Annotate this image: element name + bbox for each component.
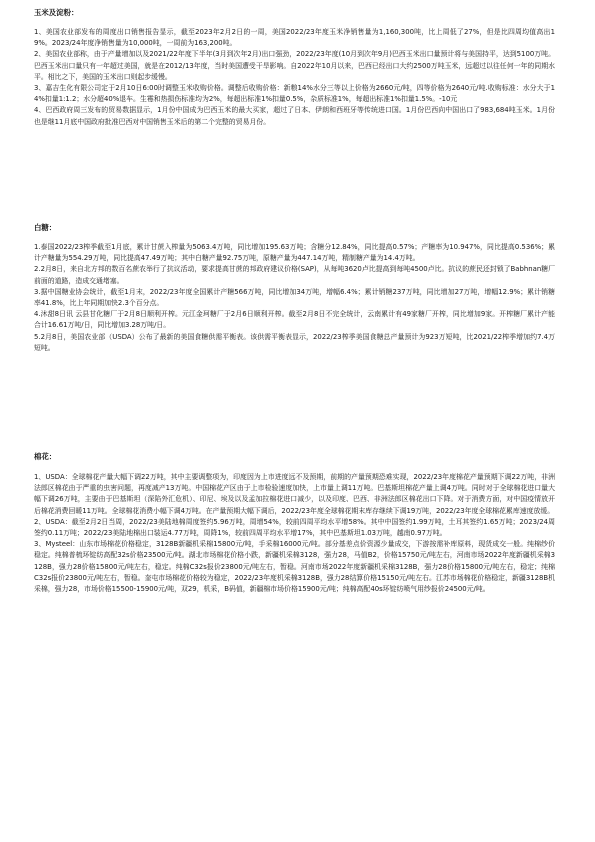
corn-paragraph-4: 4、巴西政府周三发布的贸易数据显示，1月份中国成为巴西玉米的最大买家，超过了日本、伊朗和西班牙等传统进口国。1月份巴西向中国出口了983,684吨玉米。1月份也是继11月底中国政府批准巴西对中国销售玉米后的第二个完整的贸易月份。 <box>34 106 555 126</box>
cotton-section <box>34 452 555 595</box>
sugar-paragraph-4: 4.沐甜8日讯 云县甘化糖厂于2月8日顺利开榨。元江金珂糖厂于2月6日顺利开榨。截至2月8日不完全统计，云南累计有49家糖厂开榨，同比增加9家。开榨糖厂累计产能合计16.61万吨/日，同比增加3.28万吨/日。 <box>34 310 555 330</box>
corn-paragraph-1: 1、美国农业部发布的周度出口销售报告显示，截至2023年2月2日的一周，美国2022/23年度玉米净销售量为1,160,300吨，比上周低了27%，但是比四周均值高出19%。2023/24年度净销售量为10,000吨，一周前为163,200吨。 <box>34 28 555 48</box>
corn-section-title: 玉米及淀粉： <box>34 8 79 17</box>
sugar-section-title: 白糖： <box>34 223 57 232</box>
corn-paragraph-2: 2、美国农业部称，由于产量增加以及2021/22年度下半年(3月到次年2月)出口强劲，2022/23年度(10月到次年9月)巴西玉米出口量预计将与美国持平，达到5100万吨。巴西玉米出口量只有一年超过美国，就是在2012/13年度，当时美国遭受干旱影响。自2022年10月以来，巴西已经出口大约2500万吨玉米，远超过以往任何一年的同期水平。相比之下，美国的玉米出口则起步缓慢。 <box>34 50 555 81</box>
cotton-paragraph-1: 1、USDA：全球棉花产量大幅下调22万吨，其中主要调整项为，印度因为上市进度远不及预期，前期的产量预期恐难实现，2022/23年度棉花产量预期下调22万吨，非洲法郎区棉花由于严重的虫害问题，再度减产13万吨。中国棉花产区由于上市检验速度加快，上市量上调11万吨。巴基斯坦棉花产量上调4万吨。同时对于全球棉花进口量大幅下调26万吨，主要由于巴基斯坦（深陷外汇危机）、印尼、埃及以及孟加拉棉花进口减少，以及印度、巴西、非洲法郎区棉花出口下降。对于消费方面，对中国疫情放开后棉花消费回暖11万吨。全球棉花消费小幅下调4万吨。在产量预期大幅下调后，2022/23年度全球棉花期末库存继续下调19万吨，2022/23年度全球棉花累库速度放缓。 <box>34 473 555 515</box>
corn-starch-section <box>34 8 555 128</box>
sugar-section <box>34 223 555 354</box>
corn-paragraph-3: 3、嘉吉生化有限公司定于2月10日6:00时调整玉米收购价格。调整后收购价格：新粮14%水分三等以上价格为2660元/吨，四等价格为2640元/吨.收购标准：水分大于14%扣量1:1.2；水分超40%退车。生霉和热损伤标准均为2%，每超出标准1%扣量0.5%，杂质标准1%，每超出标准1%扣量1.5%。-10元 <box>34 84 556 104</box>
sugar-paragraph-1: 1.泰国2022/23榨季截至1月底，累计甘蔗入榨量为5063.4万吨，同比增加195.63万吨；含糖分12.84%，同比提高0.57%；产糖率为10.947%，同比提高0.536%；累计产糖量为554.29万吨，同比提高47.49万吨；其中白糖产量92.75万吨，原糖产量为447.14万吨，精制糖产量为14.4万吨。 <box>34 243 555 263</box>
sugar-paragraph-5: 5.2月8日，美国农业部（USDA）公布了最新的美国食糖供需平衡表。该供需平衡表显示，2022/23榨季美国食糖总产量预计为923万短吨，比2021/22榨季增加约7.4万短吨。 <box>34 332 555 352</box>
cotton-paragraph-3: 3、Mysteel：山东市场棉花价格稳定，3128B新疆机采棉15800元/吨，手采棉16000元/吨。部分基差点价资源少量成交，下游按需补库原料，现货成交一般。纯棉纱价稳定。纯棉普梳环锭纺高配32s价格23500元/吨。湖北市场棉花价格小跌，新疆机采棉3128，强力28，马值B2，价格15750元/吨左右，河南市场2022年度新疆机采棉3128B，强力28价格15800元/吨左右，稳定。纯棉C32s报价23800元/吨左右，暂稳。河南市场2022年度新疆机采棉3128B，强力28价格15800元/吨左右，稳定；纯棉C32s报价23800元/吨左右，暂稳。奎屯市场棉花价格较为稳定，2022/23年度机采棉3128B，强力28结算价格15150元/吨左右。江苏市场棉花价格稳定，新疆3128B机采棉，强力28，市场价格15500-15900元/吨，双29，机采，B码值，新疆棉市场价格15900元/吨；纯棉高配40s环锭纺喷气用纱报价24500元/吨。 <box>34 540 555 594</box>
sugar-paragraph-3: 3.据中国糖业协会统计，截至1月末，2022/23年度全国累计产糖566万吨，同比增加34万吨，增幅6.4%；累计销糖237万吨，同比增加27万吨，增幅12.9%；累计销糖率41.8%，比上年同期加快2.3个百分点。 <box>34 287 555 308</box>
cotton-section-title: 棉花： <box>34 452 57 461</box>
sugar-paragraph-2: 2.2月8日，来自北方邦的数百名蔗农举行了抗议活动，要求提高甘蔗的邦政府建议价格(SAP)，从每吨3620卢比提高到每吨4500卢比。抗议的蔗民还封锁了Babhnan糖厂前面的道路，造成交通堵塞。 <box>34 265 555 285</box>
cotton-paragraph-2: 2、USDA：截至2月2日当周，2022/23美陆地棉周度签约5.96万吨，周增54%，较前四周平均水平增58%。其中中国签约1.99万吨，土耳其签约1.65万吨；2023/24周签约0.11万吨；2022/23美陆地棉出口装运4.77万吨，周降1%，较前四周平均水平增17%，其中巴基斯坦1.03万吨，越南0.97万吨。 <box>34 517 555 538</box>
